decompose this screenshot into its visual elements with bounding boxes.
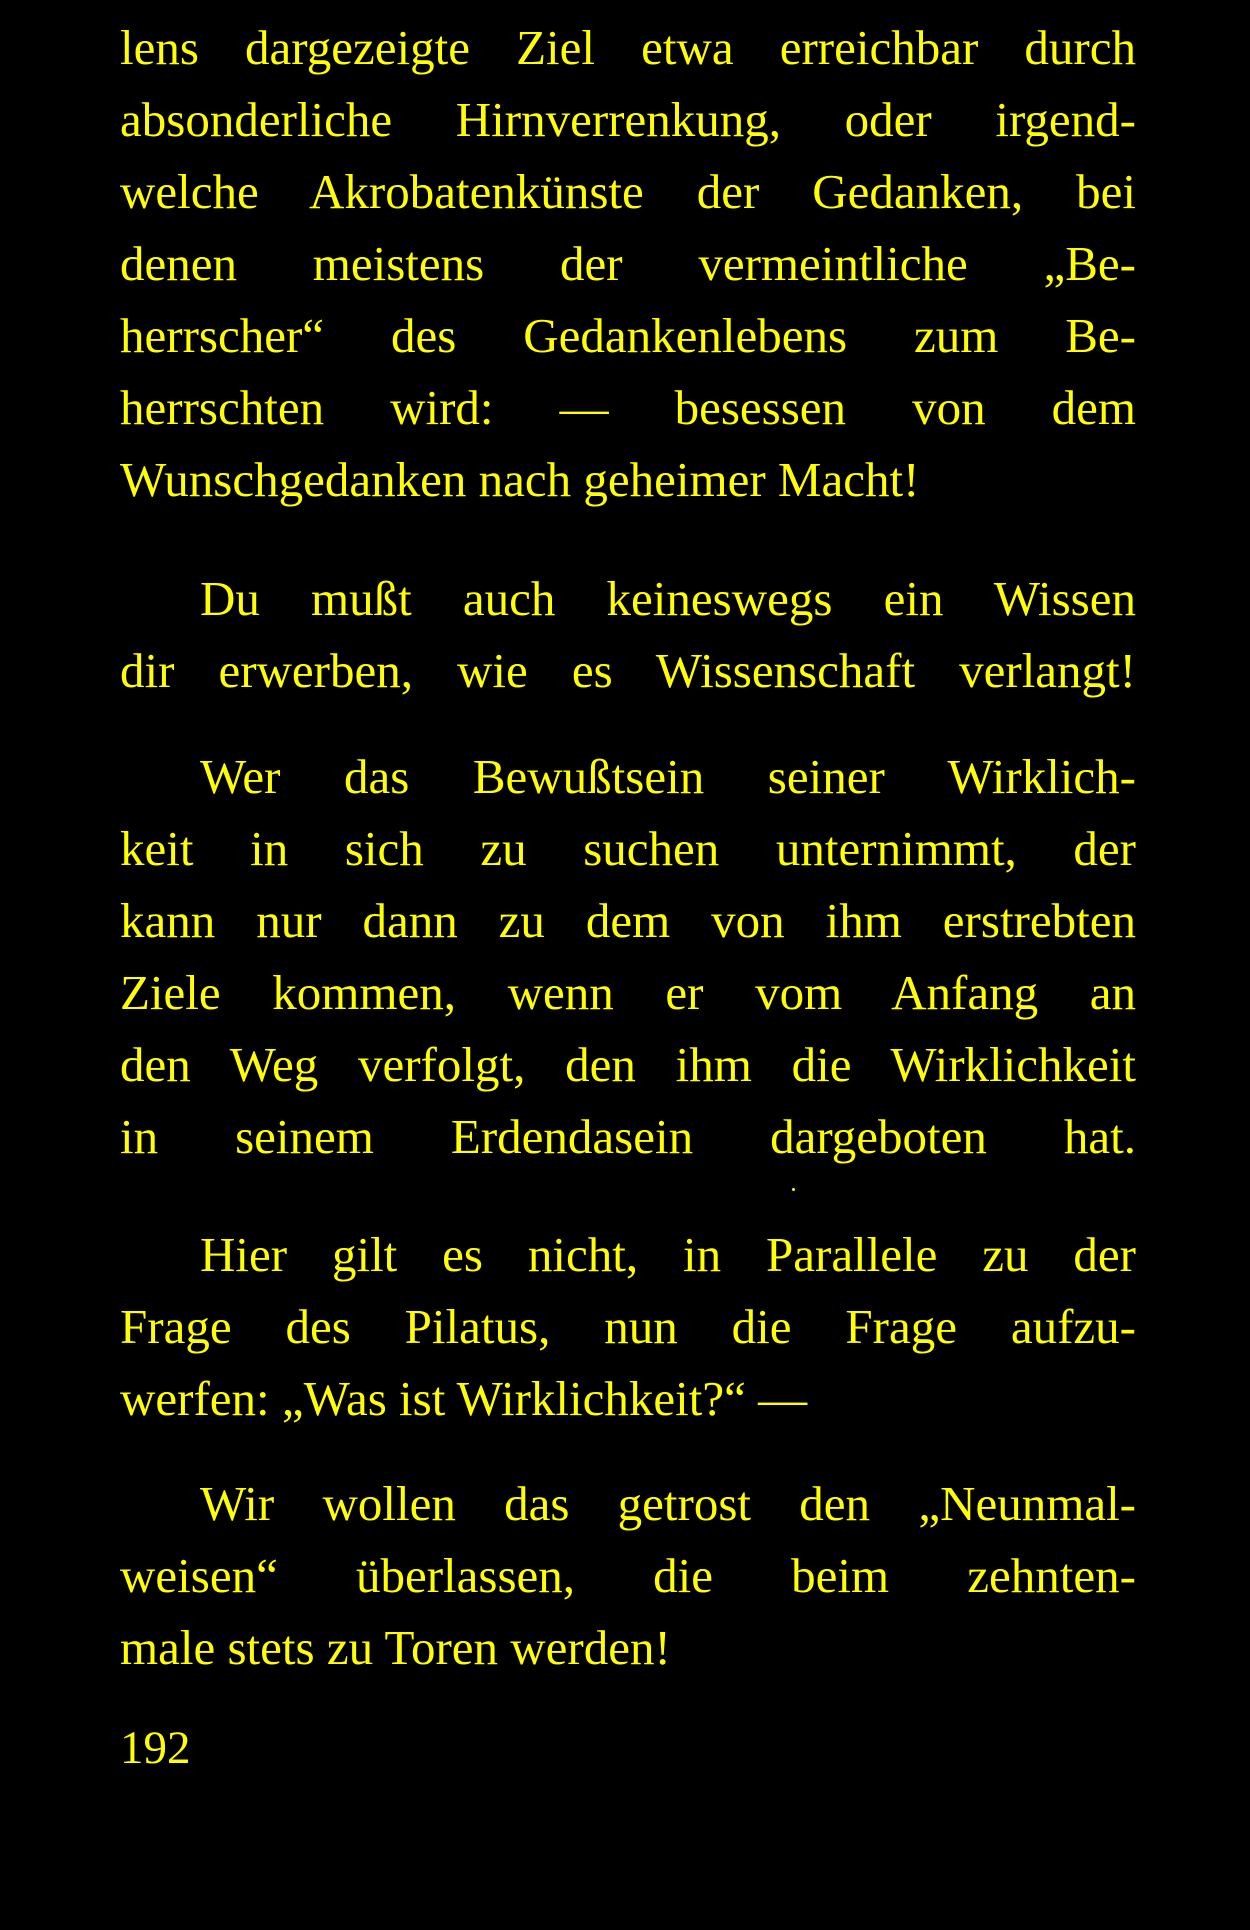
paragraph-1 <box>120 12 1136 516</box>
text-line: denen meistens der vermeintliche „Be- <box>120 236 1136 291</box>
paragraph-4 <box>120 1219 1136 1435</box>
text-line: keit in sich zu suchen unternimmt, der <box>120 821 1136 876</box>
text-line: Wunschgedanken nach geheimer Macht! <box>120 452 920 507</box>
text-line: welche Akrobatenkünste der Gedanken, bei <box>120 164 1136 219</box>
text-line: weisen“ überlassen, die beim zehnten- <box>120 1548 1136 1603</box>
text-line: lens dargezeigte Ziel etwa erreichbar durch <box>120 20 1136 75</box>
page-number: 192 <box>120 1722 191 1774</box>
text-line: male stets zu Toren werden! <box>120 1620 671 1675</box>
text-line: in seinem Erdendasein dargeboten hat. <box>120 1109 1136 1164</box>
paragraph-5 <box>120 1468 1136 1684</box>
dust-speck <box>792 1188 795 1191</box>
text-line: dir erwerben, wie es Wissenschaft verlangt! <box>120 643 1136 698</box>
text-line: absonderliche Hirnverrenkung, oder irgend- <box>120 92 1136 147</box>
text-line: Frage des Pilatus, nun die Frage aufzu- <box>120 1299 1136 1354</box>
text-line: Ziele kommen, wenn er vom Anfang an <box>120 965 1136 1020</box>
paragraph-3 <box>120 741 1136 1173</box>
text-line: kann nur dann zu dem von ihm erstrebten <box>120 893 1136 948</box>
text-line: Wir wollen das getrost den „Neunmal- <box>200 1476 1136 1531</box>
text-line: werfen: „Was ist Wirklichkeit?“ — <box>120 1371 808 1426</box>
paragraph-2 <box>120 563 1136 707</box>
text-line: herrscher“ des Gedankenlebens zum Be- <box>120 308 1136 363</box>
text-line: Wer das Bewußtsein seiner Wirklich- <box>200 749 1136 804</box>
text-line: den Weg verfolgt, den ihm die Wirklichkeit <box>120 1037 1136 1092</box>
text-line: herrschten wird: — besessen von dem <box>120 380 1136 435</box>
text-line: Hier gilt es nicht, in Parallele zu der <box>200 1227 1136 1282</box>
text-line: Du mußt auch keineswegs ein Wissen <box>200 571 1136 626</box>
